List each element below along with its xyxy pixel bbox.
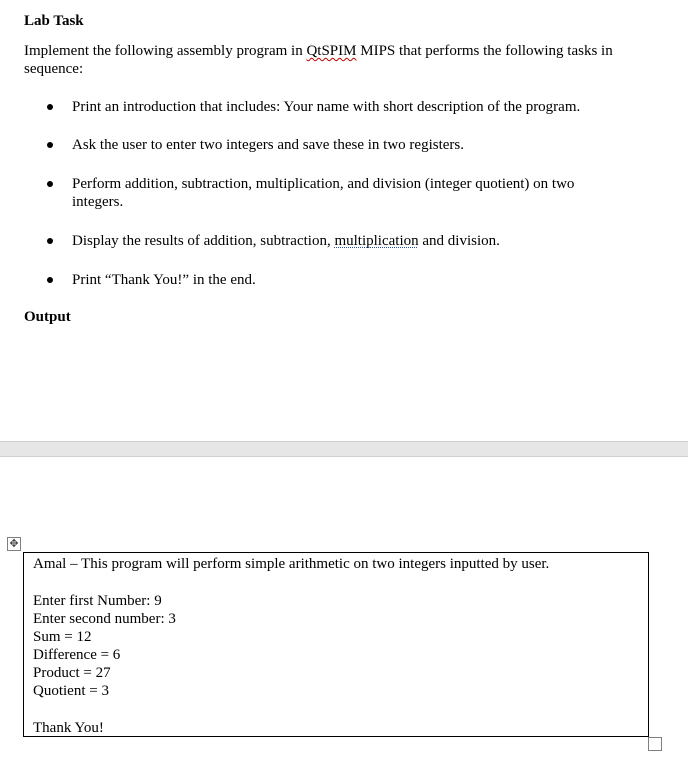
output-line: Sum = 12	[33, 629, 92, 645]
output-line: Difference = 6	[33, 647, 121, 663]
lab-task-heading: Lab Task	[24, 13, 84, 29]
output-line: Product = 27	[33, 665, 111, 681]
bullet-text-start: Display the results of addition, subtraction,	[72, 233, 335, 249]
output-heading: Output	[24, 309, 71, 325]
bullet-text: Print “Thank You!” in the end.	[72, 272, 256, 288]
move-arrows-icon[interactable]: ✥	[7, 537, 21, 551]
description-text-start: Implement the following assembly program in	[24, 43, 307, 59]
output-line: Quotient = 3	[33, 683, 109, 699]
output-line: Enter first Number: 9	[33, 593, 162, 609]
bullet-icon	[47, 142, 53, 148]
table-resize-icon[interactable]	[648, 737, 662, 751]
description-text-end: MIPS that performs the following tasks in sequence:	[24, 43, 613, 77]
grammar-flagged-word[interactable]: multiplication	[334, 233, 419, 249]
output-line: Thank You!	[33, 720, 104, 736]
output-table	[23, 552, 649, 737]
bullet-icon	[47, 238, 53, 244]
bullet-icon	[47, 104, 53, 110]
lab-task-description	[24, 42, 644, 78]
bullet-text: Print an introduction that includes: Your name with short description of the program.	[72, 99, 581, 115]
bullet-text: Perform addition, subtraction, multiplication, and division (integer quotient) on two integers.	[72, 176, 575, 210]
bullet-text	[72, 232, 632, 250]
spellcheck-flagged-word[interactable]: QtSPIM	[306, 43, 357, 59]
output-line: Amal – This program will perform simple arithmetic on two integers inputted by user.	[33, 556, 550, 572]
bullet-icon	[47, 181, 53, 187]
bullet-text: Ask the user to enter two integers and save these in two registers.	[72, 137, 464, 153]
output-line: Enter second number: 3	[33, 611, 176, 627]
page-break	[0, 441, 688, 457]
bullet-text-end: and division.	[418, 233, 500, 249]
bullet-icon	[47, 277, 53, 283]
